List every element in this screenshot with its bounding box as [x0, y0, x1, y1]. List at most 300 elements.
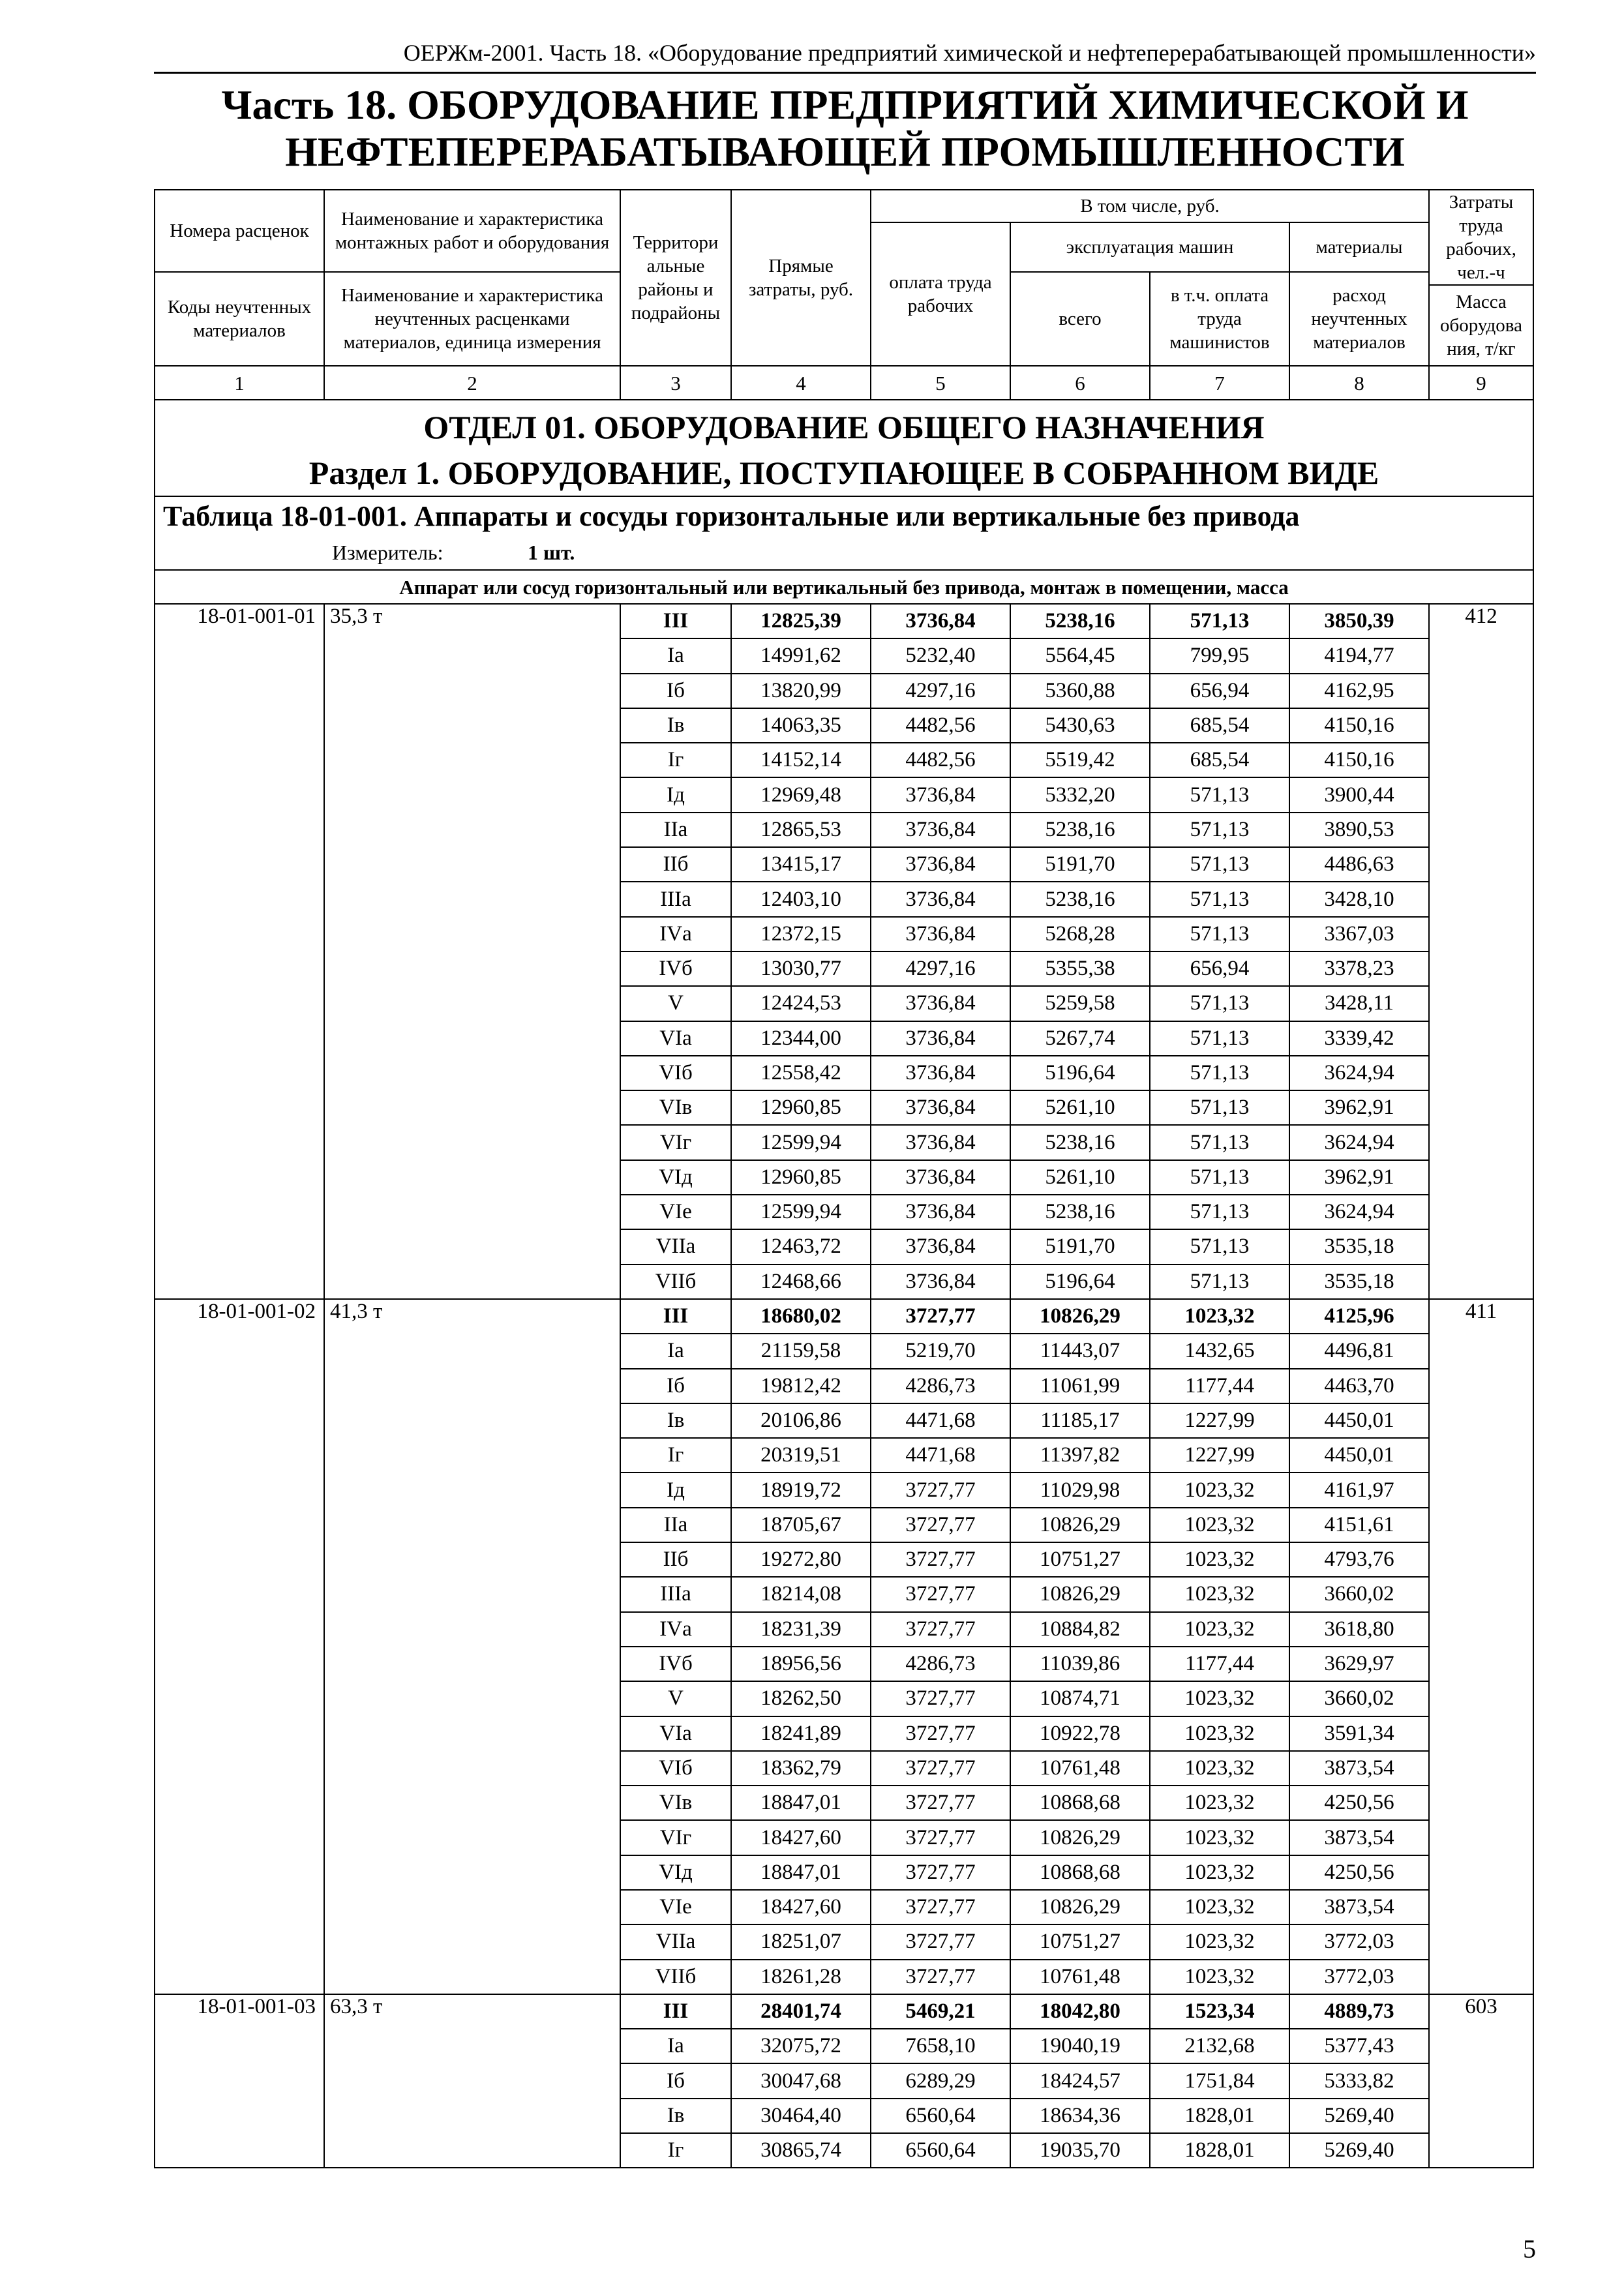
region-cell: VIIа — [620, 1229, 731, 1264]
table-row — [155, 638, 1533, 673]
value-cell: 18847,01 — [731, 1786, 871, 1820]
value-cell: 1523,34 — [1150, 1994, 1289, 2029]
value-cell: 1023,32 — [1150, 1960, 1289, 1994]
table-row — [155, 1056, 1533, 1090]
rate-code — [155, 1125, 324, 1159]
value-cell: 12969,48 — [731, 777, 871, 812]
value-cell: 1432,65 — [1150, 1334, 1289, 1368]
value-cell: 4286,73 — [871, 1369, 1010, 1403]
region-cell: VIг — [620, 1820, 731, 1855]
table-row — [155, 2099, 1533, 2133]
table-row — [155, 1890, 1533, 1924]
mass-spec — [324, 777, 620, 812]
value-cell: 1023,32 — [1150, 1716, 1289, 1751]
value-cell: 5238,16 — [1010, 1195, 1150, 1229]
value-cell: 3727,77 — [871, 1890, 1010, 1924]
value-cell: 5269,40 — [1289, 2099, 1429, 2133]
value-cell: 11443,07 — [1010, 1334, 1150, 1368]
labor-cost — [1429, 2063, 1533, 2098]
value-cell: 3736,84 — [871, 1090, 1010, 1125]
department-heading — [155, 400, 1533, 496]
table-row — [155, 1299, 1533, 1334]
labor-cost — [1429, 1924, 1533, 1959]
title-line-1: Часть 18. ОБОРУДОВАНИЕ ПРЕДПРИЯТИЙ ХИМИЧЕСКОЙ И — [221, 82, 1469, 128]
value-cell: 3736,84 — [871, 1160, 1010, 1195]
mass-spec — [324, 882, 620, 916]
mass-spec — [324, 1612, 620, 1647]
value-cell: 1023,32 — [1150, 1924, 1289, 1959]
region-cell: VIв — [620, 1090, 731, 1125]
rate-code — [155, 1681, 324, 1716]
table-row — [155, 1473, 1533, 1507]
labor-cost — [1429, 951, 1533, 986]
region-cell: Iв — [620, 1403, 731, 1438]
value-cell: 5261,10 — [1010, 1160, 1150, 1195]
value-cell: 4463,70 — [1289, 1369, 1429, 1403]
labor-cost — [1429, 2133, 1533, 2168]
column-number: 7 — [1150, 366, 1289, 400]
labor-cost: 412 — [1429, 604, 1533, 638]
value-cell: 5268,28 — [1010, 917, 1150, 951]
value-cell: 1023,32 — [1150, 1786, 1289, 1820]
value-cell: 3772,03 — [1289, 1960, 1429, 1994]
value-cell: 4125,96 — [1289, 1299, 1429, 1334]
labor-cost — [1429, 1438, 1533, 1473]
column-number: 4 — [731, 366, 871, 400]
rate-code — [155, 1021, 324, 1056]
value-cell: 5196,64 — [1010, 1264, 1150, 1299]
mass-spec — [324, 1924, 620, 1959]
header-unaccounted-materials: Наименование и характеристика неучтенных расценками материалов, единица измерения — [324, 272, 620, 366]
mass-spec — [324, 1264, 620, 1299]
labor-cost — [1429, 986, 1533, 1021]
rate-code — [155, 1438, 324, 1473]
value-cell: 3428,10 — [1289, 882, 1429, 916]
region-cell: V — [620, 1681, 731, 1716]
value-cell: 3736,84 — [871, 986, 1010, 1021]
value-cell: 571,13 — [1150, 1195, 1289, 1229]
region-cell: Iг — [620, 1438, 731, 1473]
labor-cost — [1429, 2099, 1533, 2133]
column-number: 8 — [1289, 366, 1429, 400]
value-cell: 19040,19 — [1010, 2029, 1150, 2063]
region-cell: Iг — [620, 743, 731, 777]
value-cell: 12558,42 — [731, 1056, 871, 1090]
value-cell: 3873,54 — [1289, 1890, 1429, 1924]
value-cell: 11029,98 — [1010, 1473, 1150, 1507]
region-cell: Iб — [620, 674, 731, 708]
value-cell: 3378,23 — [1289, 951, 1429, 986]
labor-cost — [1429, 1229, 1533, 1264]
mass-spec — [324, 917, 620, 951]
header-operator-pay: в т.ч. оплата труда машинистов — [1150, 272, 1289, 366]
labor-cost — [1429, 917, 1533, 951]
rate-code — [155, 1056, 324, 1090]
value-cell: 5191,70 — [1010, 1229, 1150, 1264]
value-cell: 1828,01 — [1150, 2099, 1289, 2133]
region-cell: IVа — [620, 917, 731, 951]
mass-spec — [324, 2099, 620, 2133]
region-cell: VIд — [620, 1855, 731, 1890]
value-cell: 12960,85 — [731, 1160, 871, 1195]
value-cell: 1023,32 — [1150, 1299, 1289, 1334]
value-cell: 1227,99 — [1150, 1438, 1289, 1473]
region-cell: VIб — [620, 1056, 731, 1090]
rate-code — [155, 1786, 324, 1820]
value-cell: 1023,32 — [1150, 1508, 1289, 1542]
value-cell: 3727,77 — [871, 1577, 1010, 1611]
value-cell: 3736,84 — [871, 847, 1010, 882]
rate-code — [155, 1473, 324, 1507]
labor-cost — [1429, 1855, 1533, 1890]
labor-cost — [1429, 1612, 1533, 1647]
value-cell: 5377,43 — [1289, 2029, 1429, 2063]
value-cell: 5269,40 — [1289, 2133, 1429, 2168]
value-cell: 3339,42 — [1289, 1021, 1429, 1056]
value-cell: 571,13 — [1150, 777, 1289, 812]
value-cell: 3890,53 — [1289, 813, 1429, 847]
labor-cost — [1429, 1508, 1533, 1542]
rate-code — [155, 1612, 324, 1647]
value-cell: 10826,29 — [1010, 1508, 1150, 1542]
table-row — [155, 1160, 1533, 1195]
value-cell: 3727,77 — [871, 1751, 1010, 1786]
value-cell: 5469,21 — [871, 1994, 1010, 2029]
region-cell: IIб — [620, 1542, 731, 1577]
value-cell: 3428,11 — [1289, 986, 1429, 1021]
labor-cost — [1429, 1647, 1533, 1681]
table-row — [155, 1855, 1533, 1890]
region-cell: IVб — [620, 1647, 731, 1681]
title-line-2: НЕФТЕПЕРЕРАБАТЫВАЮЩЕЙ ПРОМЫШЛЕННОСТИ — [285, 128, 1405, 175]
rate-code — [155, 708, 324, 743]
region-cell: VIа — [620, 1021, 731, 1056]
labor-cost — [1429, 1681, 1533, 1716]
value-cell: 12372,15 — [731, 917, 871, 951]
table-row — [155, 1612, 1533, 1647]
value-cell: 5196,64 — [1010, 1056, 1150, 1090]
value-cell: 5519,42 — [1010, 743, 1150, 777]
rate-code — [155, 1160, 324, 1195]
value-cell: 3736,84 — [871, 882, 1010, 916]
value-cell: 10826,29 — [1010, 1299, 1150, 1334]
measure-value: 1 шт. — [528, 541, 575, 564]
mass-spec — [324, 1681, 620, 1716]
value-cell: 19812,42 — [731, 1369, 871, 1403]
mass-spec — [324, 743, 620, 777]
value-cell: 12825,39 — [731, 604, 871, 638]
region-cell: Iа — [620, 638, 731, 673]
value-cell: 6560,64 — [871, 2099, 1010, 2133]
header-labor-costs: Затраты труда рабочих, чел.-ч — [1429, 190, 1533, 285]
region-cell: V — [620, 986, 731, 1021]
labor-cost — [1429, 1542, 1533, 1577]
region-cell: IIIа — [620, 1577, 731, 1611]
value-cell: 5360,88 — [1010, 674, 1150, 708]
labor-cost — [1429, 1403, 1533, 1438]
region-cell: VIIб — [620, 1960, 731, 1994]
mass-spec — [324, 1229, 620, 1264]
value-cell: 11039,86 — [1010, 1647, 1150, 1681]
mass-spec — [324, 813, 620, 847]
value-cell: 4151,61 — [1289, 1508, 1429, 1542]
value-cell: 4150,16 — [1289, 743, 1429, 777]
value-cell: 571,13 — [1150, 986, 1289, 1021]
value-cell: 18427,60 — [731, 1820, 871, 1855]
table-row — [155, 1021, 1533, 1056]
column-number: 9 — [1429, 366, 1533, 400]
table-row — [155, 604, 1533, 638]
rate-code — [155, 674, 324, 708]
value-cell: 10868,68 — [1010, 1786, 1150, 1820]
value-cell: 3736,84 — [871, 1056, 1010, 1090]
value-cell: 3727,77 — [871, 1786, 1010, 1820]
mass-spec — [324, 1508, 620, 1542]
labor-cost — [1429, 1264, 1533, 1299]
rate-code — [155, 1403, 324, 1438]
value-cell: 4486,63 — [1289, 847, 1429, 882]
labor-cost — [1429, 674, 1533, 708]
value-cell: 571,13 — [1150, 1125, 1289, 1159]
value-cell: 21159,58 — [731, 1334, 871, 1368]
page-number: 5 — [1523, 2234, 1536, 2264]
value-cell: 3736,84 — [871, 604, 1010, 638]
value-cell: 2132,68 — [1150, 2029, 1289, 2063]
header-territorial-regions: Территори альные районы и подрайоны — [620, 190, 731, 366]
labor-cost — [1429, 1786, 1533, 1820]
region-cell: Iб — [620, 1369, 731, 1403]
table-row — [155, 1438, 1533, 1473]
header-material-consumption: расход неучтенных материалов — [1289, 272, 1429, 366]
labor-cost — [1429, 1473, 1533, 1507]
region-cell: Iв — [620, 2099, 731, 2133]
mass-spec: 41,3 т — [324, 1299, 620, 1334]
value-cell: 28401,74 — [731, 1994, 871, 2029]
value-cell: 5238,16 — [1010, 1125, 1150, 1159]
value-cell: 18262,50 — [731, 1681, 871, 1716]
mass-spec: 63,3 т — [324, 1994, 620, 2029]
labor-cost — [1429, 1820, 1533, 1855]
value-cell: 12344,00 — [731, 1021, 871, 1056]
value-cell: 10751,27 — [1010, 1542, 1150, 1577]
mass-spec — [324, 986, 620, 1021]
value-cell: 3535,18 — [1289, 1229, 1429, 1264]
mass-spec — [324, 1125, 620, 1159]
column-number: 2 — [324, 366, 620, 400]
value-cell: 4482,56 — [871, 708, 1010, 743]
value-cell: 3962,91 — [1289, 1090, 1429, 1125]
value-cell: 3736,84 — [871, 1195, 1010, 1229]
value-cell: 4150,16 — [1289, 708, 1429, 743]
rate-code — [155, 1820, 324, 1855]
mass-spec — [324, 1369, 620, 1403]
rate-code — [155, 1334, 324, 1368]
value-cell: 3736,84 — [871, 777, 1010, 812]
mass-spec — [324, 1021, 620, 1056]
rate-code — [155, 1855, 324, 1890]
labor-cost — [1429, 1716, 1533, 1751]
value-cell: 18956,56 — [731, 1647, 871, 1681]
header-material-codes: Коды неучтенных материалов — [155, 272, 324, 366]
region-cell: VIа — [620, 1716, 731, 1751]
value-cell: 3727,77 — [871, 1716, 1010, 1751]
table-row — [155, 1751, 1533, 1786]
value-cell: 11185,17 — [1010, 1403, 1150, 1438]
rate-code — [155, 2029, 324, 2063]
value-cell: 19035,70 — [1010, 2133, 1150, 2168]
region-cell: IIа — [620, 1508, 731, 1542]
labor-cost — [1429, 1090, 1533, 1125]
value-cell: 571,13 — [1150, 813, 1289, 847]
mass-spec — [324, 1438, 620, 1473]
value-cell: 3873,54 — [1289, 1820, 1429, 1855]
rate-code — [155, 777, 324, 812]
rate-code: 18-01-001-01 — [155, 604, 324, 638]
value-cell: 20106,86 — [731, 1403, 871, 1438]
value-cell: 7658,10 — [871, 2029, 1010, 2063]
value-cell: 1023,32 — [1150, 1577, 1289, 1611]
value-cell: 12463,72 — [731, 1229, 871, 1264]
mass-spec — [324, 1751, 620, 1786]
labor-cost — [1429, 847, 1533, 882]
value-cell: 10826,29 — [1010, 1577, 1150, 1611]
region-cell: Iб — [620, 2063, 731, 2098]
labor-cost — [1429, 1751, 1533, 1786]
value-cell: 4471,68 — [871, 1403, 1010, 1438]
value-cell: 3727,77 — [871, 1681, 1010, 1716]
value-cell: 12468,66 — [731, 1264, 871, 1299]
value-cell: 10761,48 — [1010, 1960, 1150, 1994]
labor-cost — [1429, 1890, 1533, 1924]
rate-code — [155, 917, 324, 951]
labor-cost — [1429, 638, 1533, 673]
value-cell: 3535,18 — [1289, 1264, 1429, 1299]
table-row — [155, 1994, 1533, 2029]
value-cell: 6289,29 — [871, 2063, 1010, 2098]
price-table — [154, 189, 1533, 2168]
column-number: 6 — [1010, 366, 1150, 400]
value-cell: 5259,58 — [1010, 986, 1150, 1021]
value-cell: 1023,32 — [1150, 1612, 1289, 1647]
value-cell: 30047,68 — [731, 2063, 871, 2098]
rate-code — [155, 1369, 324, 1403]
value-cell: 4250,56 — [1289, 1855, 1429, 1890]
table-row — [155, 917, 1533, 951]
labor-cost — [1429, 2029, 1533, 2063]
table-row — [155, 951, 1533, 986]
mass-spec — [324, 1195, 620, 1229]
labor-cost — [1429, 1160, 1533, 1195]
value-cell: 571,13 — [1150, 604, 1289, 638]
rate-code — [155, 986, 324, 1021]
table-row — [155, 743, 1533, 777]
value-cell: 10761,48 — [1010, 1751, 1150, 1786]
rate-code — [155, 2133, 324, 2168]
value-cell: 3736,84 — [871, 917, 1010, 951]
value-cell: 10874,71 — [1010, 1681, 1150, 1716]
table-row — [155, 986, 1533, 1021]
value-cell: 12599,94 — [731, 1195, 871, 1229]
value-cell: 5430,63 — [1010, 708, 1150, 743]
value-cell: 3618,80 — [1289, 1612, 1429, 1647]
value-cell: 6560,64 — [871, 2133, 1010, 2168]
mass-spec — [324, 1577, 620, 1611]
value-cell: 1023,32 — [1150, 1542, 1289, 1577]
mass-spec: 35,3 т — [324, 604, 620, 638]
mass-spec — [324, 1647, 620, 1681]
header-including: В том числе, руб. — [871, 190, 1429, 222]
measure-label: Измеритель: — [332, 541, 444, 564]
mass-spec — [324, 1890, 620, 1924]
table-row — [155, 813, 1533, 847]
mass-spec — [324, 2133, 620, 2168]
value-cell: 14152,14 — [731, 743, 871, 777]
value-cell: 3727,77 — [871, 1299, 1010, 1334]
table-row — [155, 1195, 1533, 1229]
region-cell: VIе — [620, 1195, 731, 1229]
labor-cost — [1429, 1369, 1533, 1403]
labor-cost — [1429, 1195, 1533, 1229]
rate-code — [155, 1542, 324, 1577]
value-cell: 5238,16 — [1010, 813, 1150, 847]
value-cell: 5219,70 — [871, 1334, 1010, 1368]
table-row — [155, 1369, 1533, 1403]
rate-code — [155, 1960, 324, 1994]
value-cell: 571,13 — [1150, 1264, 1289, 1299]
value-cell: 11397,82 — [1010, 1438, 1150, 1473]
value-cell: 1023,32 — [1150, 1820, 1289, 1855]
mass-spec — [324, 708, 620, 743]
value-cell: 3727,77 — [871, 1542, 1010, 1577]
mass-spec — [324, 638, 620, 673]
value-cell: 30865,74 — [731, 2133, 871, 2168]
region-cell: VIд — [620, 1160, 731, 1195]
region-cell: VIIа — [620, 1924, 731, 1959]
column-number: 3 — [620, 366, 731, 400]
region-cell: IIIа — [620, 882, 731, 916]
value-cell: 18362,79 — [731, 1751, 871, 1786]
page-title — [154, 82, 1536, 175]
region-cell: VIб — [620, 1751, 731, 1786]
rate-code — [155, 1577, 324, 1611]
value-cell: 3736,84 — [871, 1021, 1010, 1056]
value-cell: 18680,02 — [731, 1299, 871, 1334]
value-cell: 5232,40 — [871, 638, 1010, 673]
value-cell: 4496,81 — [1289, 1334, 1429, 1368]
value-cell: 10751,27 — [1010, 1924, 1150, 1959]
table-row — [155, 1716, 1533, 1751]
column-number: 1 — [155, 366, 324, 400]
value-cell: 1177,44 — [1150, 1647, 1289, 1681]
value-cell: 4482,56 — [871, 743, 1010, 777]
labor-cost — [1429, 1334, 1533, 1368]
table-row — [155, 882, 1533, 916]
header-worker-pay: оплата труда рабочих — [871, 222, 1010, 366]
mass-spec — [324, 951, 620, 986]
table-row — [155, 1542, 1533, 1577]
value-cell: 5564,45 — [1010, 638, 1150, 673]
value-cell: 13030,77 — [731, 951, 871, 986]
value-cell: 18424,57 — [1010, 2063, 1150, 2098]
mass-spec — [324, 1090, 620, 1125]
value-cell: 3736,84 — [871, 1229, 1010, 1264]
section-title: Раздел 1. ОБОРУДОВАНИЕ, ПОСТУПАЮЩЕЕ В СОБРАННОМ ВИДЕ — [308, 455, 1379, 491]
value-cell: 18427,60 — [731, 1890, 871, 1924]
header-rate-numbers: Номера расценок — [155, 190, 324, 272]
value-cell: 13820,99 — [731, 674, 871, 708]
running-header: ОЕРЖм-2001. Часть 18. «Оборудование предприятий химической и нефтеперерабатывающей промышленности» — [154, 38, 1536, 74]
value-cell: 5267,74 — [1010, 1021, 1150, 1056]
